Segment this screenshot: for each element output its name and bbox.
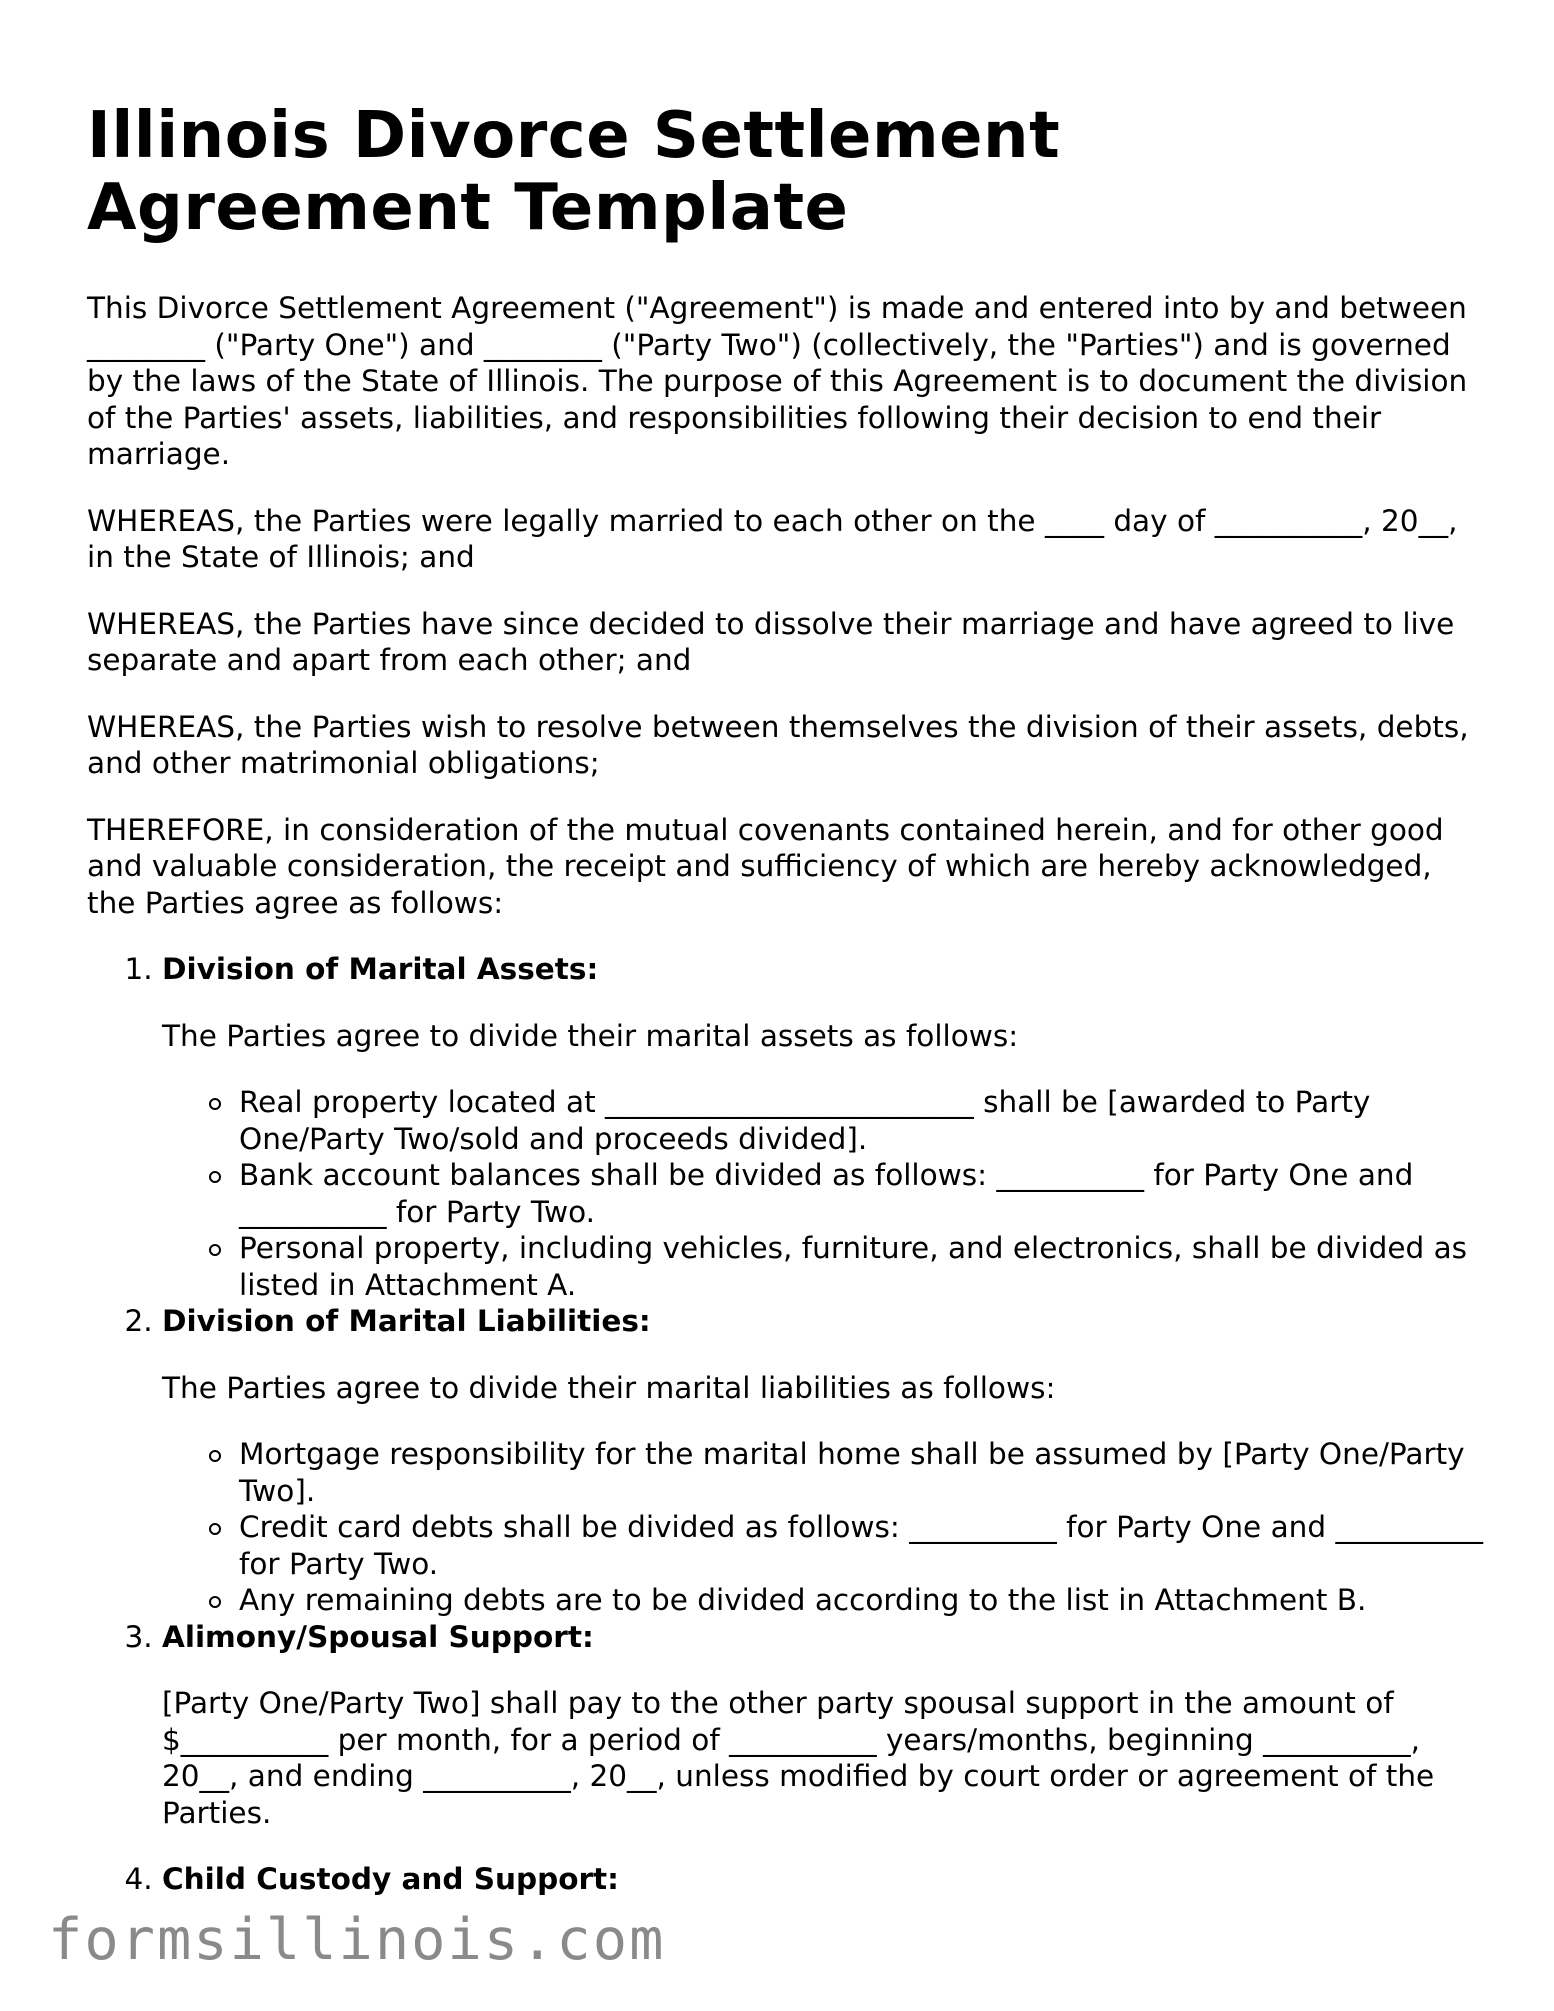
list-item: Any remaining debts are to be divided according to the list in Attachment B. [239,1582,1487,1619]
document-page [87,100,1487,1928]
document-title: Illinois Divorce Settlement Agreement Template [87,99,1061,245]
section-title: 4. Child Custody and Support: [162,1862,619,1896]
section-liabilities [162,1303,1487,1619]
whereas-dissolve-paragraph: WHEREAS, the Parties have since decided to dissolve their marriage and have agreed to live separate and apart from each other; and [87,606,1455,677]
list-item: Bank account balances shall be divided as follows: __________ for Party One and __________ for Party Two. [239,1157,1487,1230]
whereas-married-paragraph: WHEREAS, the Parties were legally married to each other on the ____ day of __________, 20__, in the State of Illinois; and [87,503,1458,574]
list-item: Real property located at _________________________ shall be [awarded to Party One/Party Two/sold and proceeds divided]. [239,1084,1487,1157]
section-title: 2. Division of Marital Liabilities: [162,1304,651,1338]
section-title: 1. Division of Marital Assets: [162,952,599,986]
section-child-custody [162,1861,1487,1898]
whereas-resolve-paragraph: WHEREAS, the Parties wish to resolve between themselves the division of their assets, debts, and other matrimonial obligations; [87,709,1469,780]
therefore-paragraph: THEREFORE, in consideration of the mutual covenants contained herein, and for other good and valuable consideration, the receipt and sufficiency of which are hereby acknowledged, the Parties agree as follows: [87,812,1444,920]
watermark: formsillinois.com [48,1907,666,1973]
list-item: Mortgage responsibility for the marital home shall be assumed by [Party One/Party Two]. [239,1436,1487,1509]
section-intro: The Parties agree to divide their marital assets as follows: [162,1018,1019,1053]
section-assets [162,951,1487,1303]
list-item: Personal property, including vehicles, furniture, and electronics, shall be divided as listed in Attachment A. [239,1230,1487,1303]
section-intro: The Parties agree to divide their marital liabilities as follows: [162,1370,1056,1405]
intro-paragraph: This Divorce Settlement Agreement ("Agreement") is made and entered into by and between ________ ("Party One") and ________ ("Party Two") (collectively, the "Parties") and is governed by the laws of the State of Illinois. The purpose of this Agreement is to document the division of the Parties' assets, liabilities, and responsibilities following their decision to end their marriage. [87,291,1468,471]
liabilities-items [162,1436,1487,1619]
sections-list [87,951,1487,1898]
assets-items [162,1084,1487,1303]
section-body: [Party One/Party Two] shall pay to the other party spousal support in the amount of $__________ per month, for a period of __________ years/months, beginning __________, 20__, and ending __________, 20__, unless modified by court order or agreement of the Parties. [162,1686,1435,1830]
list-item: Credit card debts shall be divided as follows: __________ for Party One and __________ for Party Two. [239,1509,1487,1582]
section-title: 3. Alimony/Spousal Support: [162,1619,594,1654]
section-alimony [162,1619,1487,1832]
